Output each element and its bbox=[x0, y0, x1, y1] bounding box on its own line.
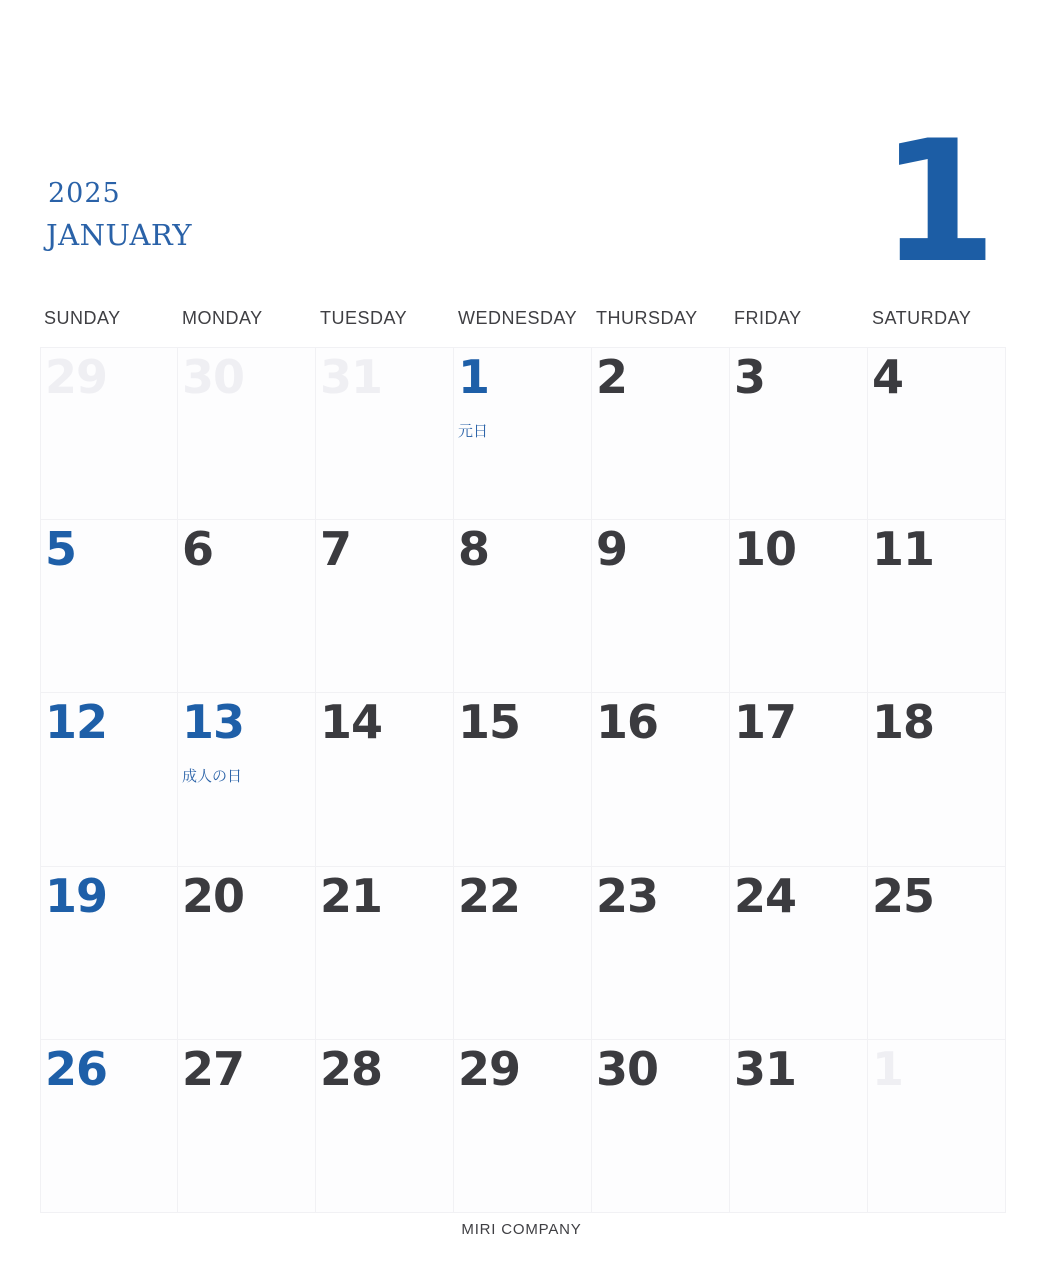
footer-brand: MIRI COMPANY bbox=[461, 1221, 582, 1238]
day-number: 2 bbox=[596, 350, 628, 404]
day-cell bbox=[592, 693, 730, 866]
day-cell bbox=[454, 1040, 592, 1213]
day-number: 1 bbox=[872, 1041, 904, 1096]
day-number: 25 bbox=[872, 868, 935, 923]
weekday-tuesday: TUESDAY bbox=[320, 308, 408, 328]
day-cell bbox=[868, 347, 1006, 520]
day-cell bbox=[40, 1040, 178, 1213]
day-cell bbox=[592, 1040, 730, 1213]
holiday-label: 成人の日 bbox=[182, 767, 243, 786]
day-number: 21 bbox=[320, 868, 383, 923]
day-number: 5 bbox=[45, 522, 77, 577]
day-number: 17 bbox=[734, 695, 797, 750]
day-cell bbox=[316, 347, 454, 520]
day-cell bbox=[178, 867, 316, 1040]
day-cell bbox=[592, 867, 730, 1040]
day-cell bbox=[730, 1040, 868, 1213]
weekday-sunday: SUNDAY bbox=[44, 308, 121, 328]
day-cell bbox=[316, 693, 454, 866]
day-number: 3 bbox=[734, 350, 766, 404]
day-cell bbox=[730, 693, 868, 866]
day-number: 12 bbox=[45, 695, 108, 750]
day-cell bbox=[730, 520, 868, 693]
day-cell bbox=[454, 867, 592, 1040]
day-number: 10 bbox=[734, 522, 797, 577]
day-number: 14 bbox=[320, 695, 383, 750]
weekday-header-row bbox=[40, 308, 1006, 332]
day-number: 26 bbox=[45, 1041, 108, 1096]
day-cell bbox=[730, 867, 868, 1040]
day-cell bbox=[178, 347, 316, 520]
day-number: 16 bbox=[596, 695, 659, 750]
day-number: 11 bbox=[872, 522, 935, 577]
day-cell bbox=[592, 520, 730, 693]
calendar-grid bbox=[40, 347, 1006, 1213]
weekday-saturday: SATURDAY bbox=[872, 308, 972, 328]
day-number: 30 bbox=[596, 1041, 659, 1096]
day-number: 28 bbox=[320, 1041, 383, 1096]
day-number: 18 bbox=[872, 695, 935, 750]
day-number: 30 bbox=[182, 350, 245, 404]
month-number: 1 bbox=[880, 104, 997, 300]
day-number: 9 bbox=[596, 522, 628, 577]
day-cell bbox=[868, 867, 1006, 1040]
day-cell bbox=[454, 520, 592, 693]
day-cell bbox=[40, 693, 178, 866]
day-cell bbox=[868, 1040, 1006, 1213]
day-number: 1 bbox=[458, 350, 490, 404]
day-cell bbox=[178, 520, 316, 693]
day-number: 24 bbox=[734, 868, 797, 923]
year-label: 2025 bbox=[48, 178, 121, 209]
day-number: 19 bbox=[45, 868, 108, 923]
day-cell bbox=[592, 347, 730, 520]
day-cell bbox=[316, 520, 454, 693]
day-cell bbox=[178, 693, 316, 866]
day-number: 20 bbox=[182, 868, 245, 923]
day-number: 8 bbox=[458, 522, 490, 577]
day-number: 4 bbox=[872, 350, 904, 404]
day-cell bbox=[454, 693, 592, 866]
day-number: 27 bbox=[182, 1041, 245, 1096]
day-number: 23 bbox=[596, 868, 659, 923]
day-number: 31 bbox=[320, 350, 383, 404]
holiday-label: 元日 bbox=[458, 422, 489, 440]
day-number: 7 bbox=[320, 522, 352, 577]
month-name-label: JANUARY bbox=[46, 218, 193, 252]
weekday-wednesday: WEDNESDAY bbox=[458, 308, 578, 328]
weekday-monday: MONDAY bbox=[182, 308, 263, 328]
day-number: 15 bbox=[458, 695, 521, 750]
weekday-friday: FRIDAY bbox=[734, 308, 802, 328]
day-number: 6 bbox=[182, 522, 214, 577]
day-cell bbox=[316, 1040, 454, 1213]
day-cell bbox=[316, 867, 454, 1040]
weekday-thursday: THURSDAY bbox=[596, 308, 698, 328]
day-number: 13 bbox=[182, 695, 245, 750]
day-cell bbox=[40, 867, 178, 1040]
day-cell bbox=[868, 693, 1006, 866]
day-cell bbox=[454, 347, 592, 520]
day-cell bbox=[178, 1040, 316, 1213]
day-number: 31 bbox=[734, 1041, 797, 1096]
day-cell bbox=[40, 520, 178, 693]
day-number: 29 bbox=[45, 350, 108, 404]
day-cell bbox=[868, 520, 1006, 693]
day-cell bbox=[40, 347, 178, 520]
day-number: 29 bbox=[458, 1041, 521, 1096]
day-cell bbox=[730, 347, 868, 520]
day-number: 22 bbox=[458, 868, 521, 923]
